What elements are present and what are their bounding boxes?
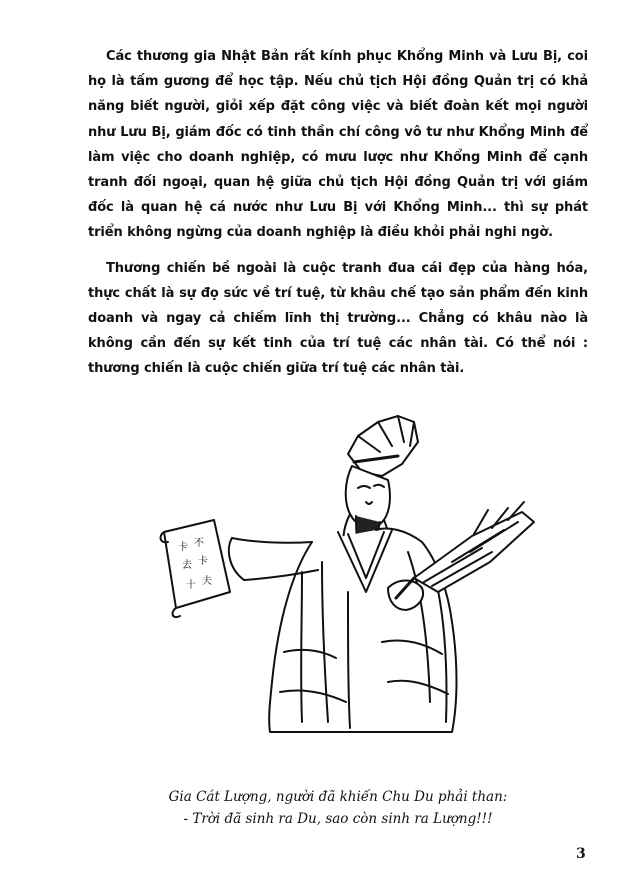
scroll-mark-3: 去 — [182, 560, 192, 571]
scroll-mark-1: 卡 — [178, 542, 188, 553]
illustration-zhuge-liang — [152, 402, 552, 742]
paragraph-2: Thương chiến bề ngoài là cuộc tranh đua cái đẹp của hàng hóa, thực chất là sự đọ sức về trí tuệ, từ khâu chế tạo sản phẩm đến kinh doanh và ngay cả chiếm lĩnh thị trường... Chẳng có khâu nào là không cần đến sự kết tinh của trí tuệ các nhân tài. Có thể nói : thương chiến là cuộc chiến giữa trí tuệ các nhân tài. — [88, 260, 588, 377]
hat — [348, 416, 418, 476]
scroll-mark-4: 卡 — [198, 556, 208, 567]
caption-line-2: - Trời đã sinh ra Du, sao còn sinh ra Lượng!!! — [183, 811, 493, 827]
caption-line-1: Gia Cát Lượng, người đã khiến Chu Du phải than: — [168, 789, 508, 805]
scroll — [164, 520, 230, 608]
scroll-mark-5: 十 — [186, 580, 196, 591]
scroll-mark-2: 不 — [194, 538, 204, 549]
page-number: 3 — [576, 846, 586, 862]
hand — [388, 581, 423, 611]
scroll-mark-6: 夫 — [202, 576, 212, 587]
body-text — [88, 44, 588, 392]
robe — [269, 529, 456, 733]
illustration-caption — [88, 786, 588, 830]
paragraph-1: Các thương gia Nhật Bản rất kính phục Khổng Minh và Lưu Bị, coi họ là tấm gương để học tập. Nếu chủ tịch Hội đồng Quản trị có khả năng biết người, giỏi xếp đặt công việc và biết đoàn kết mọi người như Lưu Bị, giám đốc có tinh thần chí công vô tư như Khổng Minh để làm việc cho doanh nghiệp, có mưu lược như Khổng Minh để cạnh tranh đối ngoại, quan hệ giữa chủ tịch Hội đồng Quản trị với giám đốc là quan hệ cá nước như Lưu Bị với Khổng Minh... thì sự phát triển không ngừng của doanh nghiệp là điều khỏi phải nghi ngờ. — [88, 49, 588, 241]
